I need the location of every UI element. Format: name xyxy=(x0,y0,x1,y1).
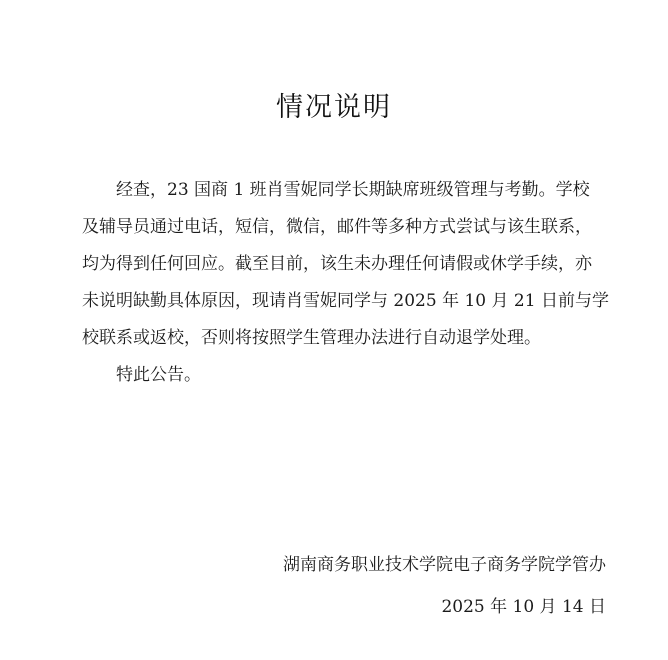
signature-organization: 湖南商务职业技术学院电子商务学院学管办 xyxy=(283,555,606,575)
body-line: 经查，23 国商 1 班肖雪妮同学长期缺席班级管理与考勤。学校 xyxy=(116,180,590,200)
body-line: 校联系或返校，否则将按照学生管理办法进行自动退学处理。 xyxy=(82,328,541,348)
body-line: 及辅导员通过电话，短信，微信，邮件等多种方式尝试与该生联系， xyxy=(82,217,592,237)
body-line: 均为得到任何回应。截至目前，该生未办理任何请假或休学手续，亦 xyxy=(82,254,592,274)
document-title: 情况说明 xyxy=(276,92,392,123)
signature-date: 2025 年 10 月 14 日 xyxy=(441,597,606,617)
body-line: 未说明缺勤具体原因，现请肖雪妮同学与 2025 年 10 月 21 日前与学 xyxy=(82,291,609,311)
document-body xyxy=(82,172,612,394)
closing-line: 特此公告。 xyxy=(116,365,201,385)
